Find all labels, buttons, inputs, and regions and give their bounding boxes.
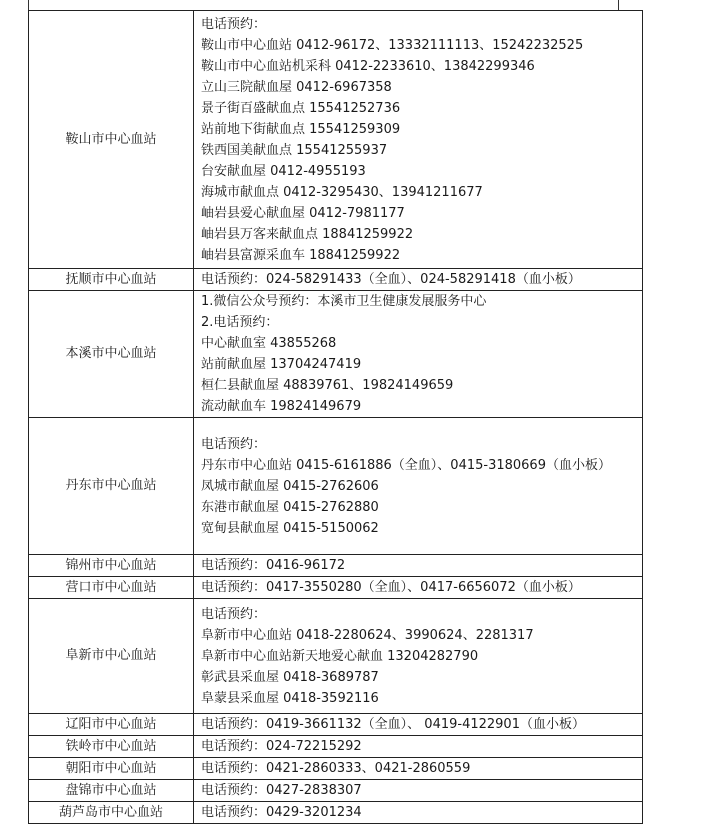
appointment-info — [194, 555, 643, 577]
station-name: 盘锦市中心血站 — [29, 780, 194, 802]
appointment-line: 海城市献血点 0412-3295430、13941211677 — [201, 184, 483, 200]
station-row — [29, 599, 643, 714]
appointment-line: 2.电话预约： — [201, 315, 279, 330]
appointment-info — [194, 802, 643, 824]
station-row — [29, 758, 643, 780]
appointment-info — [194, 291, 643, 418]
appointment-line: 岫岩县爱心献血屋 0412-7981177 — [201, 205, 405, 221]
appointment-line: 阜蒙县采血屋 0418-3592116 — [201, 690, 379, 706]
appointment-info — [194, 577, 643, 599]
station-name: 本溪市中心血站 — [29, 291, 194, 418]
station-row — [29, 577, 643, 599]
appointment-line: 桓仁县献血屋 48839761、19824149659 — [201, 378, 454, 393]
crop-mark-right — [618, 0, 619, 10]
appointment-line: 岫岩县万客来献血点 18841259922 — [201, 226, 414, 242]
station-name: 葫芦岛市中心血站 — [29, 802, 194, 824]
station-row — [29, 418, 643, 555]
station-row — [29, 555, 643, 577]
appointment-line: 流动献血车 19824149679 — [201, 399, 362, 414]
appointment-line: 鞍山市中心血站 0412-96172、13332111113、15242232525 — [201, 37, 584, 53]
appointment-line: 电话预约： — [201, 606, 267, 622]
appointment-line: 丹东市中心血站 0415-6161886（全血）、0415-3180669（血小板） — [201, 457, 611, 473]
appointment-info — [194, 714, 643, 736]
appointment-line: 中心献血室 43855268 — [201, 336, 337, 351]
appointment-line: 站前献血屋 13704247419 — [201, 357, 362, 372]
appointment-line: 电话预约：0416-96172 — [201, 558, 346, 573]
appointment-line: 电话预约： — [201, 436, 267, 452]
station-name: 抚顺市中心血站 — [29, 269, 194, 291]
appointment-info — [194, 780, 643, 802]
appointment-info — [194, 418, 643, 555]
station-name: 辽阳市中心血站 — [29, 714, 194, 736]
appointment-line: 电话预约：024-58291433（全血）、024-58291418（血小板） — [201, 272, 581, 287]
appointment-info — [194, 758, 643, 780]
appointment-line: 阜新市中心血站新天地爱心献血 13204282790 — [201, 648, 479, 664]
station-name: 朝阳市中心血站 — [29, 758, 194, 780]
station-row — [29, 736, 643, 758]
appointment-line: 电话预约：0421-2860333、0421-2860559 — [201, 761, 471, 776]
appointment-line: 鞍山市中心血站机采科 0412-2233610、13842299346 — [201, 58, 535, 74]
appointment-line: 电话预约：0417-3550280（全血）、0417-6656072（血小板） — [201, 580, 581, 595]
station-name: 锦州市中心血站 — [29, 555, 194, 577]
appointment-info — [194, 599, 643, 714]
appointment-line: 1.微信公众号预约：本溪市卫生健康发展服务中心 — [201, 294, 487, 309]
crop-mark-left — [28, 0, 29, 10]
station-row — [29, 714, 643, 736]
station-name: 铁岭市中心血站 — [29, 736, 194, 758]
appointment-line: 电话预约： — [201, 16, 267, 32]
station-name: 阜新市中心血站 — [29, 599, 194, 714]
station-name: 鞍山市中心血站 — [29, 11, 194, 269]
appointment-line: 电话预约：0429-3201234 — [201, 805, 362, 820]
blood-station-table — [28, 10, 643, 824]
appointment-line: 岫岩县富源采血车 18841259922 — [201, 247, 401, 263]
appointment-line: 电话预约：0427-2838307 — [201, 783, 362, 798]
appointment-line: 电话预约：024-72215292 — [201, 739, 362, 754]
station-row — [29, 802, 643, 824]
appointment-line: 宽甸县献血屋 0415-5150062 — [201, 520, 379, 536]
appointment-info — [194, 736, 643, 758]
appointment-line: 电话预约：0419-3661132（全血）、 0419-4122901（血小板） — [201, 717, 585, 732]
station-name: 丹东市中心血站 — [29, 418, 194, 555]
appointment-line: 凤城市献血屋 0415-2762606 — [201, 478, 379, 494]
station-row — [29, 291, 643, 418]
appointment-line: 彰武县采血屋 0418-3689787 — [201, 669, 379, 685]
station-row — [29, 11, 643, 269]
appointment-line: 铁西国美献血点 15541255937 — [201, 142, 388, 158]
appointment-info — [194, 11, 643, 269]
appointment-line: 东港市献血屋 0415-2762880 — [201, 499, 379, 515]
station-name: 营口市中心血站 — [29, 577, 194, 599]
appointment-info — [194, 269, 643, 291]
appointment-line: 台安献血屋 0412-4955193 — [201, 163, 366, 179]
appointment-line: 阜新市中心血站 0418-2280624、3990624、2281317 — [201, 627, 534, 643]
station-row — [29, 269, 643, 291]
appointment-line: 立山三院献血屋 0412-6967358 — [201, 79, 392, 95]
station-row — [29, 780, 643, 802]
appointment-line: 景子街百盛献血点 15541252736 — [201, 100, 401, 116]
appointment-line: 站前地下街献血点 15541259309 — [201, 121, 401, 137]
